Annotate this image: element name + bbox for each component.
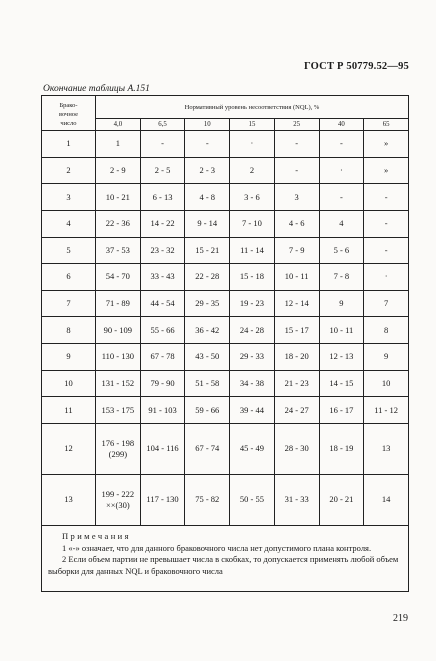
sample-size-cell: 9 - 14 bbox=[185, 210, 230, 237]
notes-title: Примечания bbox=[62, 531, 131, 541]
sample-size-cell: 14 bbox=[364, 474, 409, 525]
sample-size-cell: · bbox=[364, 264, 409, 291]
sample-size-cell: 55 - 66 bbox=[140, 317, 185, 344]
sample-size-cell: 67 - 78 bbox=[140, 344, 185, 371]
sample-size-line: 176 - 198 bbox=[101, 437, 135, 448]
sample-size-cell: 10 - 11 bbox=[319, 317, 364, 344]
sample-size-cell: 24 - 27 bbox=[274, 397, 319, 424]
sample-size-cell: 8 bbox=[364, 317, 409, 344]
table-caption: Окончание таблицы А.151 bbox=[43, 84, 150, 94]
sample-size-cell: · bbox=[230, 131, 275, 158]
defect-number-cell: 8 bbox=[42, 317, 96, 344]
sample-size-cell: 44 - 54 bbox=[140, 290, 185, 317]
sample-size-cell: - bbox=[319, 184, 364, 211]
defect-header-line: Брако- bbox=[59, 102, 78, 109]
sample-size-cell: 18 - 19 bbox=[319, 423, 364, 474]
sample-size-cell: 21 - 23 bbox=[274, 370, 319, 397]
standard-designation: ГОСТ Р 50779.52—95 bbox=[304, 61, 409, 72]
sample-size-cell: 15 - 17 bbox=[274, 317, 319, 344]
sample-size-cell: 10 - 21 bbox=[96, 184, 141, 211]
sample-size-cell: - bbox=[364, 184, 409, 211]
defect-number-cell: 1 bbox=[42, 131, 96, 158]
sample-size-cell: 20 - 21 bbox=[319, 474, 364, 525]
nql-level: 10 bbox=[185, 119, 230, 131]
sample-size-cell: 3 - 6 bbox=[230, 184, 275, 211]
sample-size-cell: 59 - 66 bbox=[185, 397, 230, 424]
sample-size-line: ××(30) bbox=[105, 499, 130, 510]
defect-number-cell: 2 bbox=[42, 157, 96, 184]
sample-size-cell: 16 - 17 bbox=[319, 397, 364, 424]
page-number: 219 bbox=[393, 613, 408, 624]
table-row bbox=[42, 264, 409, 291]
sample-size-cell: 4 bbox=[319, 210, 364, 237]
sample-size-cell: 45 - 49 bbox=[230, 423, 275, 474]
sample-size-cell: 14 - 15 bbox=[319, 370, 364, 397]
sample-size-cell: 12 - 13 bbox=[319, 344, 364, 371]
nql-levels-row bbox=[42, 119, 409, 131]
defect-number-cell: 5 bbox=[42, 237, 96, 264]
table-row bbox=[42, 157, 409, 184]
sample-size-cell: 3 bbox=[274, 184, 319, 211]
defect-number-cell: 12 bbox=[42, 423, 96, 474]
sample-size-cell: 91 - 103 bbox=[140, 397, 185, 424]
table-row bbox=[42, 423, 409, 474]
sample-size-cell: 33 - 43 bbox=[140, 264, 185, 291]
sample-size-cell: 15 - 21 bbox=[185, 237, 230, 264]
defect-header-line: вочное bbox=[58, 111, 79, 118]
sample-size-cell: - bbox=[319, 131, 364, 158]
sample-size-cell: 10 - 11 bbox=[274, 264, 319, 291]
defect-header-line: число bbox=[60, 120, 77, 127]
defect-number-cell: 7 bbox=[42, 290, 96, 317]
table-row bbox=[42, 131, 409, 158]
table-row bbox=[42, 474, 409, 525]
sample-size-cell: - bbox=[364, 210, 409, 237]
table-row bbox=[42, 237, 409, 264]
nql-header: Нормативный уровень несоответствия (NQL), % bbox=[96, 96, 409, 119]
defect-number-cell: 13 bbox=[42, 474, 96, 525]
defect-number-cell: 11 bbox=[42, 397, 96, 424]
nql-level: 25 bbox=[274, 119, 319, 131]
sample-size-cell: 79 - 90 bbox=[140, 370, 185, 397]
sample-size-cell: » bbox=[364, 131, 409, 158]
table-row bbox=[42, 290, 409, 317]
sample-size-cell: 29 - 33 bbox=[230, 344, 275, 371]
nql-level: 40 bbox=[319, 119, 364, 131]
sample-size-cell: 110 - 130 bbox=[96, 344, 141, 371]
sample-size-cell: 18 - 20 bbox=[274, 344, 319, 371]
sample-size-cell: 23 - 32 bbox=[140, 237, 185, 264]
sample-size-cell: 2 - 5 bbox=[140, 157, 185, 184]
table-row bbox=[42, 344, 409, 371]
sample-size-cell: - bbox=[140, 131, 185, 158]
table-row bbox=[42, 370, 409, 397]
sample-size-cell: 67 - 74 bbox=[185, 423, 230, 474]
sample-size-cell: 4 - 6 bbox=[274, 210, 319, 237]
sample-size-cell: 54 - 70 bbox=[96, 264, 141, 291]
table-row bbox=[42, 317, 409, 344]
sample-size-cell: 37 - 53 bbox=[96, 237, 141, 264]
sample-size-cell: 29 - 35 bbox=[185, 290, 230, 317]
defect-number-cell: 9 bbox=[42, 344, 96, 371]
defect-number-cell: 4 bbox=[42, 210, 96, 237]
note-item: 1 «-» означает, что для данного браковочного числа нет допустимого плана контроля. bbox=[62, 542, 372, 553]
sample-size-cell: 6 - 13 bbox=[140, 184, 185, 211]
sampling-plan-table bbox=[41, 95, 409, 592]
sample-size-cell: 50 - 55 bbox=[230, 474, 275, 525]
sample-size-cell: 153 - 175 bbox=[96, 397, 141, 424]
sample-size-cell bbox=[96, 474, 141, 525]
sample-size-cell: 2 bbox=[230, 157, 275, 184]
sample-size-line: (299) bbox=[108, 448, 128, 459]
sample-size-cell: 13 bbox=[364, 423, 409, 474]
sample-size-cell: · bbox=[319, 157, 364, 184]
sample-size-cell: - bbox=[185, 131, 230, 158]
sample-size-cell: 28 - 30 bbox=[274, 423, 319, 474]
table-header-row bbox=[42, 96, 409, 119]
sample-size-cell: 22 - 28 bbox=[185, 264, 230, 291]
sample-size-cell: 9 bbox=[364, 344, 409, 371]
sample-size-cell: 36 - 42 bbox=[185, 317, 230, 344]
sample-size-cell: 75 - 82 bbox=[185, 474, 230, 525]
sample-size-cell: 19 - 23 bbox=[230, 290, 275, 317]
sample-size-cell: 31 - 33 bbox=[274, 474, 319, 525]
notes-section bbox=[42, 526, 409, 592]
defect-number-cell: 3 bbox=[42, 184, 96, 211]
sample-size-cell: 117 - 130 bbox=[140, 474, 185, 525]
note-item: 2 Если объем партии не превышает числа в скобках, то допускается применять любой объем выборки для данных NQL и браковочного числа bbox=[48, 554, 399, 576]
sample-size-cell: 10 bbox=[364, 370, 409, 397]
sample-size-cell: 9 bbox=[319, 290, 364, 317]
sample-size-cell: 7 bbox=[364, 290, 409, 317]
nql-level: 65 bbox=[364, 119, 409, 131]
sample-size-cell: 51 - 58 bbox=[185, 370, 230, 397]
sample-size-cell: 12 - 14 bbox=[274, 290, 319, 317]
sample-size-cell: 71 - 89 bbox=[96, 290, 141, 317]
sample-size-cell bbox=[96, 423, 141, 474]
sample-size-cell: 11 - 12 bbox=[364, 397, 409, 424]
nql-level: 6,5 bbox=[140, 119, 185, 131]
defect-number-cell: 10 bbox=[42, 370, 96, 397]
sample-size-cell: 34 - 38 bbox=[230, 370, 275, 397]
sample-size-cell: 5 - 6 bbox=[319, 237, 364, 264]
sample-size-cell: 14 - 22 bbox=[140, 210, 185, 237]
sample-size-cell: 7 - 8 bbox=[319, 264, 364, 291]
sample-size-cell: 4 - 8 bbox=[185, 184, 230, 211]
sample-size-cell: 1 bbox=[96, 131, 141, 158]
sample-size-line: 199 - 222 bbox=[101, 488, 135, 499]
sample-size-cell: 11 - 14 bbox=[230, 237, 275, 264]
sample-size-cell: 22 - 36 bbox=[96, 210, 141, 237]
sample-size-cell: 7 - 10 bbox=[230, 210, 275, 237]
sample-size-cell: 24 - 28 bbox=[230, 317, 275, 344]
table-row bbox=[42, 210, 409, 237]
sample-size-cell: 43 - 50 bbox=[185, 344, 230, 371]
sample-size-cell: 90 - 109 bbox=[96, 317, 141, 344]
sample-size-cell: 7 - 9 bbox=[274, 237, 319, 264]
sample-size-cell: - bbox=[274, 157, 319, 184]
sample-size-cell: 131 - 152 bbox=[96, 370, 141, 397]
sample-size-cell: » bbox=[364, 157, 409, 184]
sample-size-cell: 39 - 44 bbox=[230, 397, 275, 424]
sample-size-cell: 2 - 3 bbox=[185, 157, 230, 184]
sample-size-cell: 2 - 9 bbox=[96, 157, 141, 184]
table-row bbox=[42, 184, 409, 211]
sample-size-cell: 104 - 116 bbox=[140, 423, 185, 474]
nql-level: 4,0 bbox=[96, 119, 141, 131]
table-row bbox=[42, 397, 409, 424]
sample-size-cell: - bbox=[364, 237, 409, 264]
defect-number-header bbox=[42, 96, 96, 131]
notes-row bbox=[42, 526, 409, 592]
sample-size-cell: - bbox=[274, 131, 319, 158]
sample-size-cell: 15 - 18 bbox=[230, 264, 275, 291]
defect-number-cell: 6 bbox=[42, 264, 96, 291]
nql-level: 15 bbox=[230, 119, 275, 131]
